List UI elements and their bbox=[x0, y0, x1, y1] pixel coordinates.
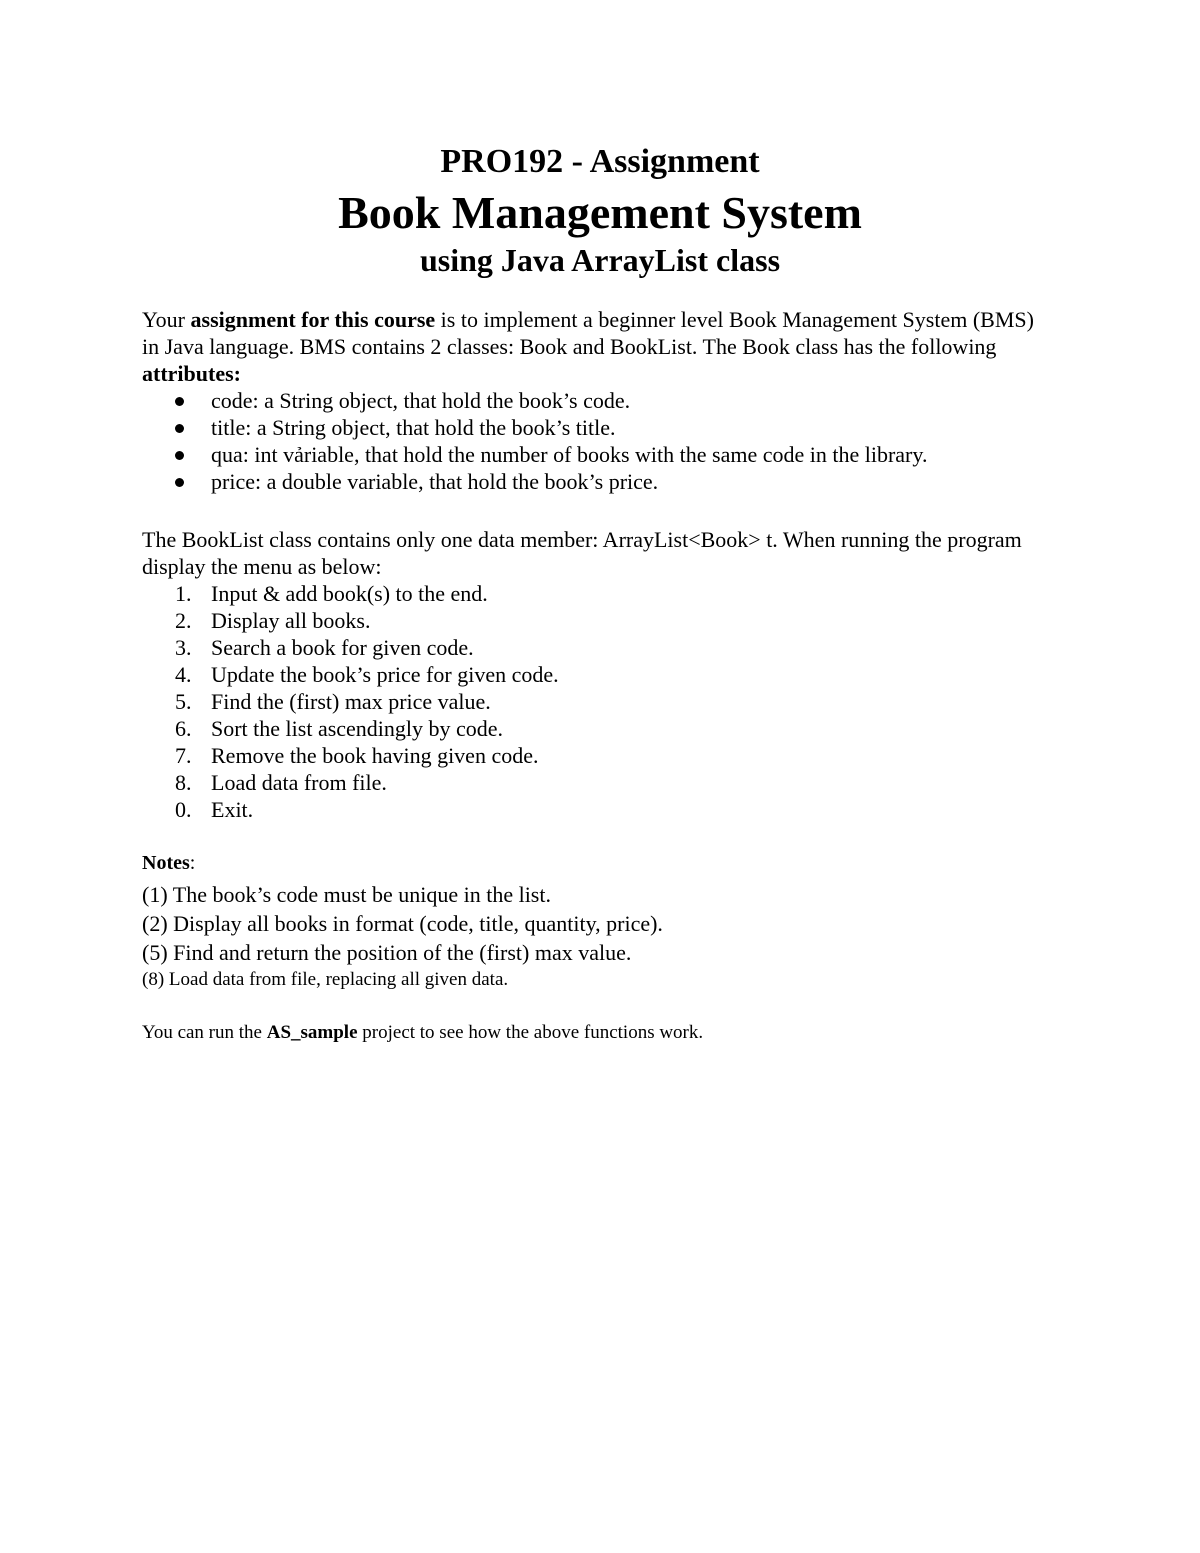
menu-number: 5. bbox=[175, 689, 192, 714]
list-item bbox=[142, 387, 1042, 414]
menu-number: 0. bbox=[175, 797, 192, 822]
menu-number: 8. bbox=[175, 770, 192, 795]
list-item bbox=[142, 468, 1042, 495]
attribute-text: price: a double variable, that hold the book’s price. bbox=[211, 469, 659, 494]
menu-text: Search a book for given code. bbox=[211, 635, 474, 660]
list-item bbox=[142, 796, 1042, 823]
menu-number: 4. bbox=[175, 662, 192, 687]
list-item bbox=[142, 634, 1042, 661]
subtitle: using Java ArrayList class bbox=[419, 242, 781, 278]
intro-bold-1: assignment for this course bbox=[190, 307, 436, 332]
footer-text-1: You can run the bbox=[142, 1022, 267, 1043]
list-item bbox=[142, 742, 1042, 769]
menu-text: Exit. bbox=[211, 797, 254, 822]
main-title: Book Management System bbox=[338, 187, 862, 238]
list-item bbox=[142, 607, 1042, 634]
list-item bbox=[142, 769, 1042, 796]
menu-text: Sort the list ascendingly by code. bbox=[211, 716, 504, 741]
intro-section bbox=[142, 306, 1042, 495]
intro-bold-2: attributes: bbox=[142, 361, 241, 386]
bullet-icon bbox=[175, 451, 184, 460]
menu-number: 6. bbox=[175, 716, 192, 741]
attribute-text: title: a String object, that hold the book’s title. bbox=[211, 415, 616, 440]
notes-section bbox=[142, 850, 1042, 993]
title-block bbox=[0, 140, 1200, 280]
footer-text-2: project to see how the above functions work. bbox=[357, 1022, 704, 1043]
intro-paragraph bbox=[142, 306, 1042, 387]
menu-text: Load data from file. bbox=[211, 770, 387, 795]
list-item bbox=[142, 661, 1042, 688]
notes-heading-label: Notes bbox=[142, 852, 190, 874]
menu-section bbox=[142, 526, 1042, 823]
menu-text: Remove the book having given code. bbox=[211, 743, 539, 768]
menu-text: Find the (first) max price value. bbox=[211, 689, 491, 714]
note-item: (2) Display all books in format (code, title, quantity, price). bbox=[142, 911, 663, 936]
attribute-text: qua: int vảriable, that hold the number of books with the same code in the library. bbox=[211, 442, 928, 467]
notes-heading bbox=[142, 850, 1042, 876]
bullet-icon bbox=[175, 424, 184, 433]
menu-text: Input & add book(s) to the end. bbox=[211, 581, 488, 606]
course-title: PRO192 - Assignment bbox=[440, 143, 760, 180]
menu-text: Update the book’s price for given code. bbox=[211, 662, 559, 687]
menu-number: 3. bbox=[175, 635, 192, 660]
list-item bbox=[142, 441, 1042, 468]
intro-text-1: Your bbox=[142, 307, 191, 332]
menu-number: 1. bbox=[175, 581, 192, 606]
intro-text-2: is to implement a beginner level Book Management System (BMS) in Java language. BMS contains 2 classes: Book and BookList. The Book class has the following bbox=[142, 307, 1034, 359]
note-item: (8) Load data from file, replacing all given data. bbox=[142, 969, 509, 990]
footer-note bbox=[142, 1020, 1042, 1046]
note-item: (5) Find and return the position of the (first) max value. bbox=[142, 940, 632, 965]
list-item bbox=[142, 688, 1042, 715]
menu-text: Display all books. bbox=[211, 608, 371, 633]
menu-number: 7. bbox=[175, 743, 192, 768]
notes-heading-colon: : bbox=[189, 852, 196, 874]
list-item bbox=[142, 414, 1042, 441]
bullet-icon bbox=[175, 397, 184, 406]
list-item bbox=[142, 715, 1042, 742]
list-item bbox=[142, 580, 1042, 607]
footer-bold: AS_sample bbox=[266, 1022, 358, 1043]
menu-number: 2. bbox=[175, 608, 192, 633]
bullet-icon bbox=[175, 478, 184, 487]
attribute-list bbox=[142, 387, 1042, 495]
note-item: (1) The book’s code must be unique in the list. bbox=[142, 882, 551, 907]
menu-list bbox=[142, 580, 1042, 823]
attribute-text: code: a String object, that hold the book’s code. bbox=[211, 388, 631, 413]
booklist-paragraph: The BookList class contains only one data member: ArrayList<Book> t. When running the program display the menu as below: bbox=[142, 527, 1022, 579]
